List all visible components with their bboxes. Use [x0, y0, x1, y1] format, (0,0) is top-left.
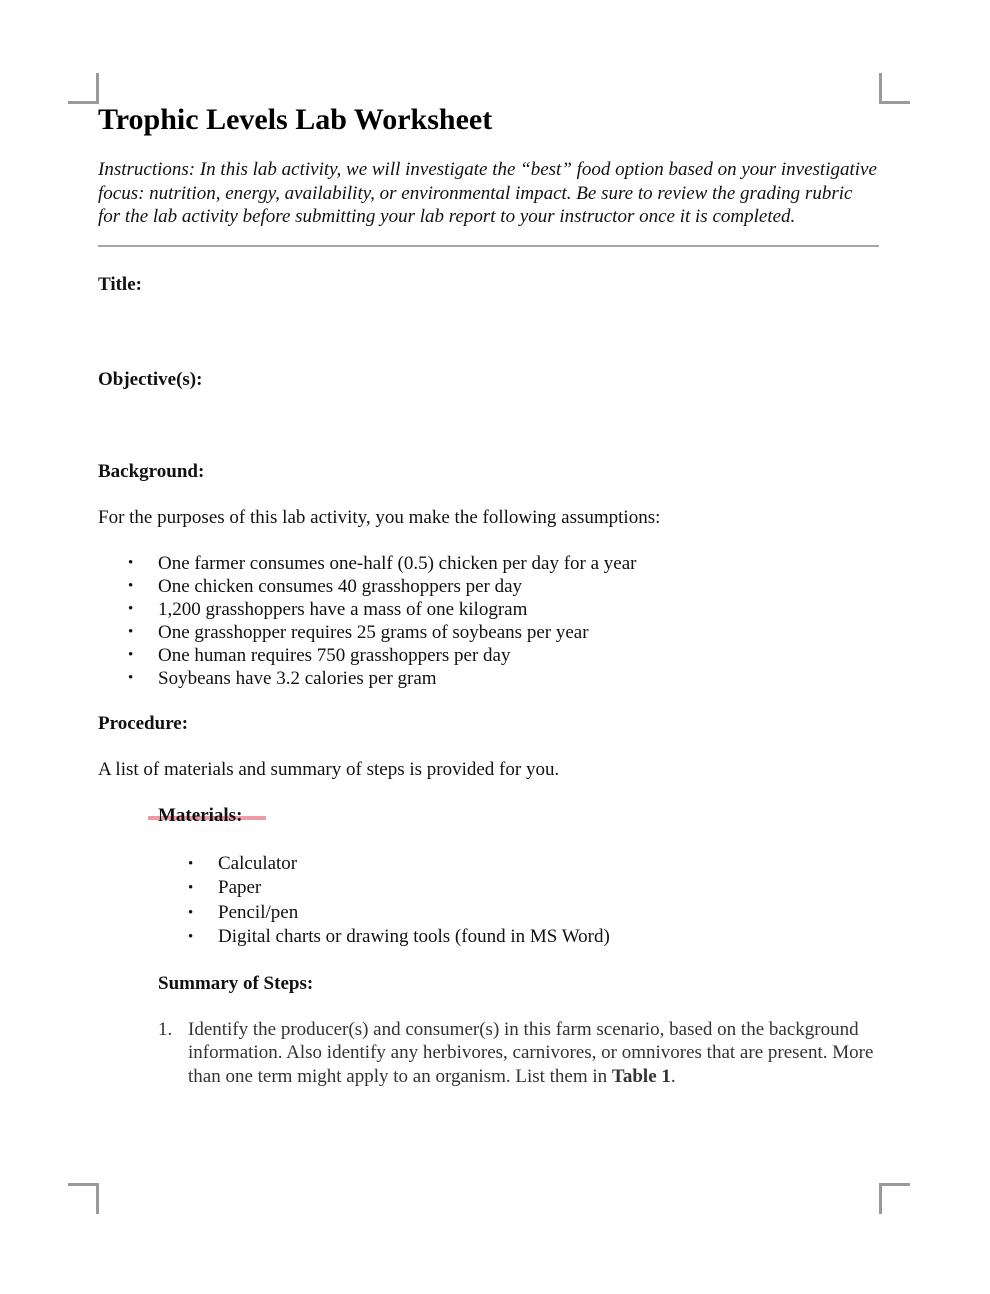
instructions-paragraph: Instructions: In this lab activity, we will investigate the “best” food option based on your investigative focus: nutrition, energy, availability, or environmental impact. Be sure to review the grading rubric for the lab activity before submitting your lab report to your instructor once it is completed.	[98, 159, 877, 227]
materials-heading: Materials:	[158, 804, 243, 826]
bullet-icon: •	[128, 646, 134, 663]
step-punct: .	[670, 1065, 676, 1087]
list-item: • 1,200 grasshoppers have a mass of one kilogram	[128, 598, 528, 620]
list-item: • One grasshopper requires 25 grams of soybeans per year	[128, 621, 589, 643]
crop-mark-bottom-right	[879, 1183, 910, 1214]
objectives-heading: Objective(s):	[98, 368, 203, 390]
list-item: • One chicken consumes 40 grasshoppers per day	[128, 575, 523, 597]
step-item	[158, 1018, 879, 1089]
step-table-ref: Table 1	[611, 1065, 671, 1087]
bullet-icon: •	[188, 880, 194, 896]
crop-mark-top-right	[879, 73, 910, 104]
document-page	[98, 100, 879, 1088]
bullet-icon: •	[128, 554, 134, 571]
list-item: • Calculator	[158, 852, 879, 877]
bullet-icon: •	[128, 577, 134, 594]
bullet-icon: •	[188, 929, 194, 945]
crop-mark-bottom-left	[68, 1183, 99, 1214]
horizontal-divider	[98, 245, 879, 247]
list-item: • Paper	[158, 876, 879, 901]
procedure-heading: Procedure:	[98, 712, 189, 734]
document-title: Trophic Levels Lab Worksheet	[98, 103, 493, 136]
steps-heading: Summary of Steps:	[158, 972, 314, 994]
steps-list	[158, 1018, 879, 1089]
assumptions-list	[98, 552, 879, 690]
materials-list	[158, 852, 879, 950]
step-text: Identify the producer(s) and consumer(s) in this farm scenario, based on the background information. Also identify any herbivores, carnivores, or omnivores that are present. More than one term might apply to an organism. List them in	[188, 1018, 874, 1087]
list-item: • Soybeans have 3.2 calories per gram	[128, 667, 437, 689]
bullet-icon: •	[128, 600, 134, 617]
list-item: • Pencil/pen	[158, 901, 879, 926]
step-number: 1.	[158, 1018, 173, 1040]
bullet-icon: •	[128, 669, 134, 686]
background-intro: For the purposes of this lab activity, you make the following assumptions:	[98, 506, 661, 528]
list-item: • Digital charts or drawing tools (found in MS Word)	[158, 925, 879, 950]
bullet-icon: •	[188, 855, 194, 872]
crop-mark-top-left	[68, 73, 99, 104]
list-item: • One farmer consumes one-half (0.5) chicken per day for a year	[128, 552, 637, 574]
background-heading: Background:	[98, 460, 205, 482]
procedure-intro: A list of materials and summary of steps is provided for you.	[98, 758, 560, 780]
bullet-icon: •	[128, 623, 134, 640]
materials-heading-wrapper	[158, 804, 242, 828]
title-heading: Title:	[98, 273, 142, 295]
list-item: • One human requires 750 grasshoppers per day	[128, 644, 511, 666]
bullet-icon: •	[188, 904, 194, 921]
